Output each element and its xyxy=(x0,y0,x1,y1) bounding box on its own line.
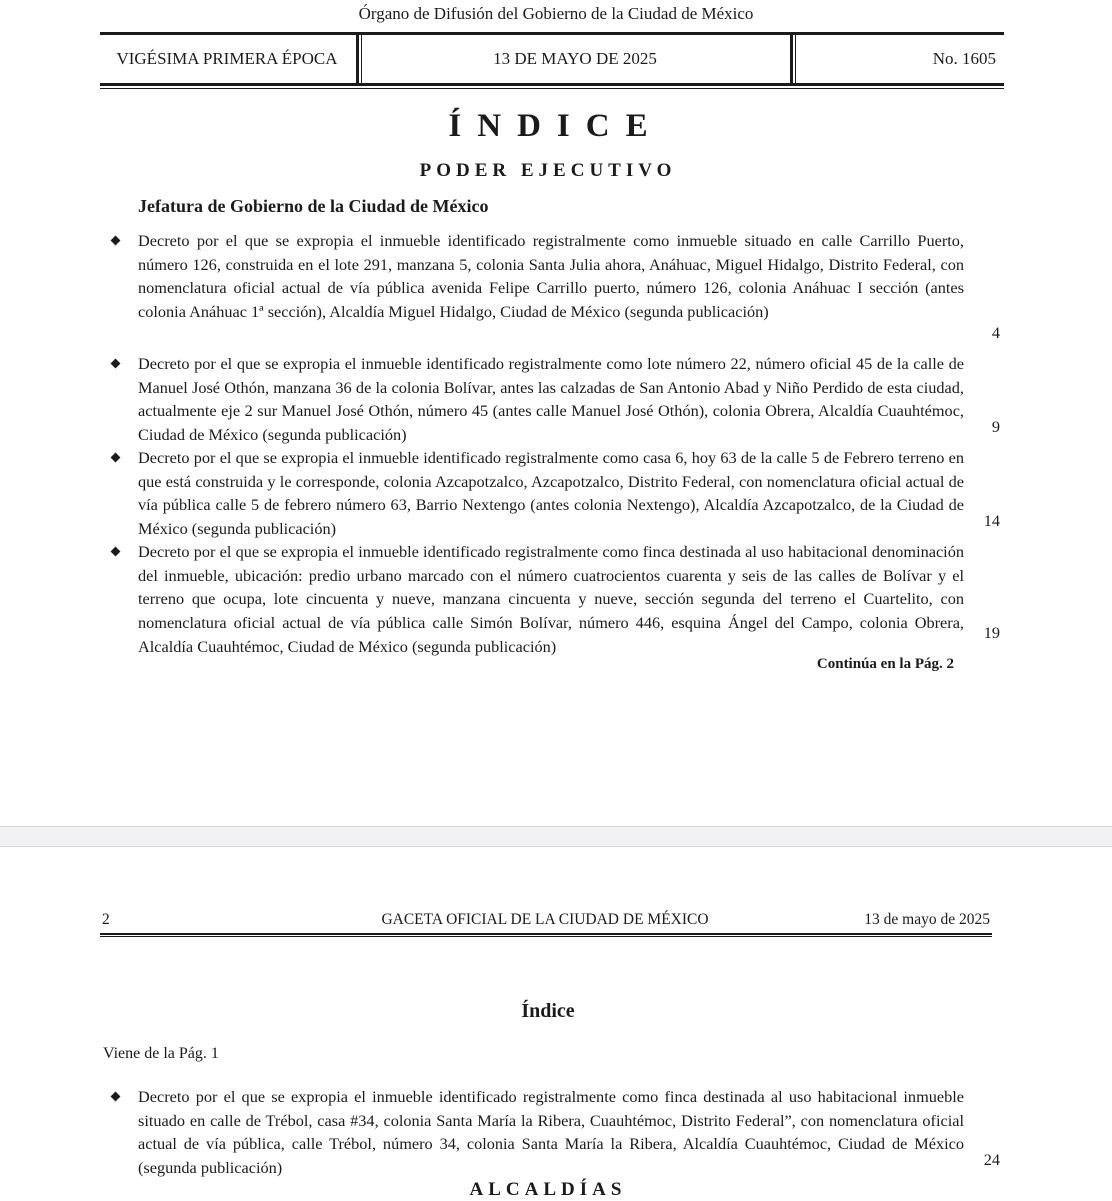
masthead-divider xyxy=(356,35,362,83)
diamond-bullet-icon xyxy=(111,453,121,463)
entry-text: Decreto por el que se expropia el inmueble identificado registralmente como inmueble situado en calle Carrillo Puerto, número 126, construida en el lote 291, manzana 5, colonia Santa Julia ahora, Anáhuac, Miguel Hidalgo, Distrito Federal, con nomenclatura oficial actual de vía pública avenida Felipe Carrillo puerto, número 126, colonia Anáhuac I sección (antes colonia Anáhuac 1ª sección), Alcaldía Miguel Hidalgo, Ciudad de México (segunda publicación) xyxy=(138,231,964,322)
running-head-page-number: 2 xyxy=(102,911,110,928)
entry-page-number: 4 xyxy=(991,323,1000,342)
diamond-bullet-icon xyxy=(111,236,121,246)
masthead-divider xyxy=(790,35,796,83)
entry-page-number: 24 xyxy=(983,1150,1000,1169)
masthead-date: 13 DE MAYO DE 2025 xyxy=(493,49,657,68)
comes-from-note: Viene de la Pág. 1 xyxy=(103,1045,219,1062)
running-head-rule xyxy=(100,933,992,937)
entry-text: Decreto por el que se expropia el inmueble identificado registralmente como casa 6, hoy 63 de la calle 5 de Febrero terreno en que está construida y le corresponde, colonia Azcapotzalco, Azcapotzalco, Distrito Federal, con nomenclatura oficial actual de vía pública calle 5 de febrero número 63, Barrio Nextengo (antes colonia Nextengo), Alcaldía Azcapotzalco, de la Ciudad de México (segunda publicación) xyxy=(138,448,964,539)
diamond-bullet-icon xyxy=(111,359,121,369)
masthead-issue-number: No. 1605 xyxy=(932,49,996,68)
running-head xyxy=(100,911,990,933)
entry-text: Decreto por el que se expropia el inmueble identificado registralmente como finca destinada al uso habitacional denominación del inmueble, ubicación: predio urbano marcado con el número cuatrocientos cuarenta y seis de las calles de Bolívar y el terreno que ocupa, lote cincuenta y nueve, manzana cincuenta y nueve, sección segunda del terreno el Cuartelito, con nomenclatura oficial actual de vía pública calle Simón Bolívar, número 446, esquina Ángel del Campo, colonia Obrera, Alcaldía Cuauhtémoc, Ciudad de México (segunda publicación) xyxy=(138,542,964,656)
running-head-date: 13 de mayo de 2025 xyxy=(864,911,990,928)
masthead-bottom-rule xyxy=(100,83,1004,89)
continues-note: Continúa en la Pág. 2 xyxy=(816,656,954,672)
index-title: Índice xyxy=(521,1000,575,1022)
dependency-heading: Jefatura de Gobierno de la Ciudad de México xyxy=(138,196,489,216)
section-title: ALCALDÍAS xyxy=(469,1179,627,1200)
entry-text: Decreto por el que se expropia el inmueble identificado registralmente como lote número 22, número oficial 45 de la calle de Manuel José Othón, manzana 36 de la colonia Bolívar, antes las calzadas de San Antonio Abad y Niño Perdido de esta ciudad, actualmente eje 2 sur Manuel José Othón, número 45 (antes calle Manuel José Othón), colonia Obrera, Alcaldía Cuauhtémoc, Ciudad de México (segunda publicación) xyxy=(138,354,964,445)
gazette-page-2 xyxy=(0,846,1112,1201)
entry-text: Decreto por el que se expropia el inmueble identificado registralmente como finca destinada al uso habitacional inmueble situado en calle de Trébol, casa #34, colonia Santa María la Ribera, Cuauhtémoc, Distrito Federal”, con nomenclatura oficial actual de vía pública, calle Trébol, número 34, colonia Santa María la Ribera, Alcaldía Cuauhtémoc, Ciudad de México (segunda publicación) xyxy=(138,1087,964,1178)
entry-page-number: 9 xyxy=(991,417,1000,436)
section-title: PODER EJECUTIVO xyxy=(419,160,677,181)
diamond-bullet-icon xyxy=(111,1092,121,1102)
entry-page-number: 14 xyxy=(983,511,1000,530)
running-head-title: GACETA OFICIAL DE LA CIUDAD DE MÉXICO xyxy=(381,911,709,928)
entry-page-number: 19 xyxy=(983,623,1000,642)
masthead-epoca: VIGÉSIMA PRIMERA ÉPOCA xyxy=(116,49,338,68)
index-title: ÍNDICE xyxy=(448,108,664,144)
masthead xyxy=(100,32,1004,90)
diamond-bullet-icon xyxy=(111,547,121,557)
organ-line: Órgano de Difusión del Gobierno de la Ciudad de México xyxy=(358,4,754,23)
